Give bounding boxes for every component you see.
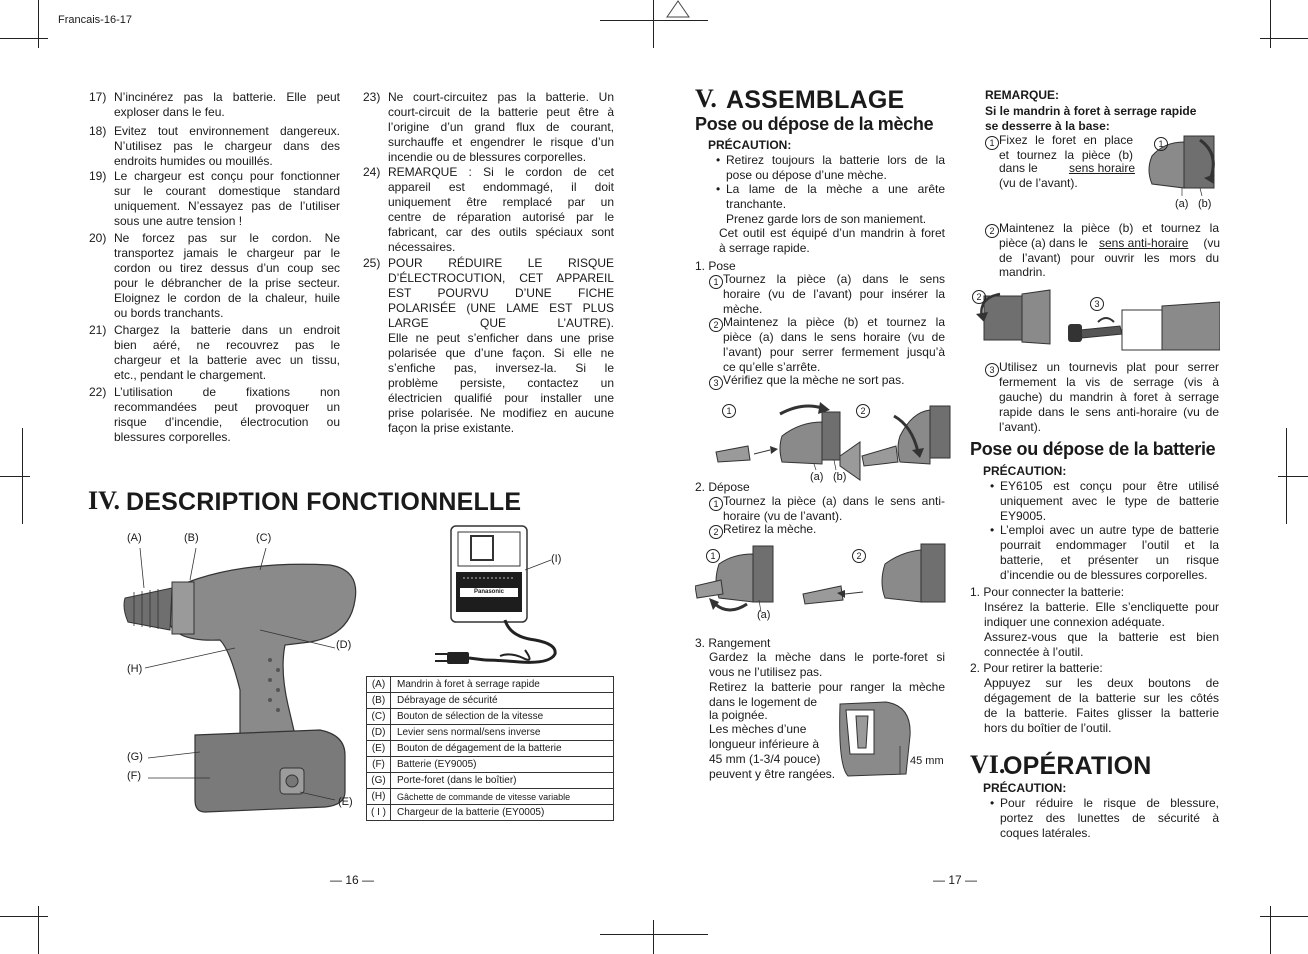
item-line: EST POURVU D’UNE FICHE [388, 286, 614, 300]
remove-line: hors du boîtier de l’outil. [984, 721, 1112, 735]
bullet-line: Prenez garde lors de son maniement. [726, 212, 927, 226]
bullet-line: Retirez toujours la batterie lors de la [726, 153, 945, 167]
section-roman: IV. [88, 486, 121, 515]
step-number: 3 [985, 363, 999, 377]
step-line: dans le [999, 161, 1038, 175]
step-line: Maintenez la pièce (b) et tournez la [723, 315, 945, 329]
step-marker [709, 273, 724, 289]
step-marker [985, 222, 1000, 238]
step-line: ce qu’elle s’arrête. [723, 360, 821, 374]
item-line: REMARQUE : Si le cordon de cet [388, 165, 614, 179]
step-line: Utilisez un tournevis plat pour serrer [999, 360, 1219, 374]
item-line: nécessaires. [388, 240, 456, 254]
item-line: Le chargeur est conçu pour fonctionner [114, 169, 340, 183]
part-code: (E) [367, 741, 391, 757]
label-d: (D) [336, 639, 352, 651]
rangement-line: peuvent y être rangées. [709, 767, 836, 781]
pose-figure [712, 400, 952, 486]
rangement-line: Retirez la batterie pour ranger la mèche [709, 680, 945, 694]
rangement-line: Les mèches d’une [709, 722, 807, 736]
list-item [363, 256, 614, 436]
part-name: Bouton de dégagement de la batterie [391, 741, 614, 757]
item-line: endroits humides ou mouillés. [114, 154, 273, 168]
step-line: horaire (vu de l’avant). [723, 509, 843, 523]
part-code: (G) [367, 773, 391, 789]
part-code: ( I ) [367, 805, 391, 821]
item-line: prise polarisée. Ne modifiez en aucune [388, 406, 614, 420]
bullet-line: Pour réduire le risque de blessure, [1000, 796, 1219, 810]
step-number: 1 [709, 275, 723, 289]
crop-mark [1270, 906, 1271, 954]
item-line: transportez jamais le chargeur par le [114, 246, 340, 260]
step-marker [985, 134, 1000, 150]
step-number: 2 [985, 224, 999, 238]
bullet-dot: • [990, 479, 995, 493]
item-number: 18) [89, 124, 107, 138]
parts-table [366, 676, 614, 821]
connect-title: 1. Pour connecter la batterie: [970, 585, 1125, 599]
item-line: risque d’incendie, électrocution ou [114, 415, 340, 429]
connect-line: Insérez la batterie. Elle s’encliquette pour [984, 600, 1219, 614]
item-line: POLARISÉE (UNE LAME EST PLUS [388, 301, 614, 315]
crop-mark [1270, 0, 1271, 48]
connect-line: connectée à l’outil. [984, 645, 1084, 659]
item-line: centre de réparation autorisé par le [388, 210, 614, 224]
fig-marker-2: 2 [856, 402, 871, 418]
rangement-line: dans le logement de [709, 695, 818, 709]
remove-line: Appuyez sur les deux boutons de [984, 676, 1219, 690]
brand-logo: Panasonic [473, 589, 504, 595]
step-line: (vu [1203, 236, 1220, 250]
bullet-line: pose ou dépose d’une mèche. [726, 168, 887, 182]
fig-marker-1: 1 [722, 402, 737, 418]
item-line: surchauffe et engendrer le risque d’un [388, 135, 614, 149]
section-title: DESCRIPTION FONCTIONNELLE [126, 488, 522, 516]
item-line: appareil est endommagé, il doit [388, 180, 614, 194]
section-title: ASSEMBLAGE [726, 86, 905, 114]
item-line: LARGE QUE L’AUTRE). [388, 316, 614, 330]
item-line: Chargez la batterie dans un endroit [114, 323, 340, 337]
bullet-line: pourrait endommager l’outil et la [1000, 538, 1219, 552]
step-marker [709, 374, 724, 390]
item-line: etc., pendant le chargement. [114, 368, 267, 382]
item-line: l’origine d’un grand flux de courant, [388, 120, 614, 134]
bullet-line: EY6105 est conçu pour être utilisé [1000, 479, 1219, 493]
precaution-label: PRÉCAUTION: [983, 781, 1067, 795]
label-c: (C) [256, 532, 272, 544]
table-row [367, 725, 614, 741]
item-line: N’utilisez pas le chargeur dans des [114, 139, 340, 153]
rangement-title: 3. Rangement [695, 636, 771, 650]
fig-marker-2: 2 [972, 288, 987, 304]
section-roman: VI. [970, 750, 1006, 779]
part-code: (H) [367, 789, 391, 805]
rangement-line: 45 mm (1-3/4 pouce) [709, 752, 821, 766]
fig-label-a: (a) [810, 471, 824, 483]
part-code: (D) [367, 725, 391, 741]
list-item [89, 169, 340, 229]
item-line: cordon ou tirez dessus d’un coup sec [114, 261, 340, 275]
item-line: incendie ou de blessures corporelles. [388, 150, 587, 164]
connect-line: Assurez-vous que la batterie est bien [984, 630, 1219, 644]
list-item [89, 323, 340, 383]
item-line: sur le courant domestique standard [114, 184, 340, 198]
crop-mark [1260, 916, 1308, 917]
bullet-item [990, 796, 1219, 841]
bullet-dot: • [716, 153, 721, 167]
step-line: l’avant) pour serrer fermement jusqu’à [723, 345, 945, 359]
table-row [367, 709, 614, 725]
item-line: POUR RÉDUIRE LE RISQUE [388, 256, 614, 270]
step-marker [709, 523, 724, 539]
bullet-dot: • [716, 182, 721, 196]
bullet-dot: • [990, 796, 995, 810]
bullet-line: batterie, et présenter un risque [1000, 553, 1219, 567]
remove-line: de la batterie. Faites glisser la batterie [984, 706, 1219, 720]
step-line: pièce (a) dans le [999, 236, 1088, 250]
section-roman: V. [695, 84, 717, 113]
item-line: s’enfiche pas, inversez-la. Si le [388, 361, 614, 375]
page-header: Francais-16-17 [58, 14, 132, 26]
remarque-line: se desserre à la base: [985, 119, 1110, 133]
storage-figure [834, 696, 914, 780]
crop-mark [1278, 476, 1308, 477]
item-line: blessures corporelles. [114, 430, 231, 444]
crop-mark [22, 428, 23, 524]
part-name: Gâchette de commande de vitesse variable [391, 789, 614, 805]
item-line: D’ÉLECTROCUTION, CET APPAREIL [388, 271, 614, 285]
item-line: sous une autre tension ! [114, 214, 243, 228]
item-line: Elle ne peut s’enficher dans une prise [388, 331, 614, 345]
part-name: Levier sens normal/sens inverse [391, 725, 614, 741]
step-number: 1 [709, 497, 723, 511]
item-line: exploser dans le feu. [114, 105, 225, 119]
step-line: et tournez la pièce (b) [999, 148, 1133, 162]
bullet-dot: • [990, 523, 995, 537]
table-row [367, 741, 614, 757]
subsection-title: Pose ou dépose de la batterie [970, 439, 1216, 459]
part-code: (C) [367, 709, 391, 725]
crop-mark [600, 934, 708, 935]
item-line: L’utilisation de fixations non [114, 385, 340, 399]
step-number: 3 [709, 376, 723, 390]
item-line: fabricant, car des outils spéciaux sont [388, 225, 614, 239]
step-line: Tournez la pièce (a) dans le sens [723, 272, 945, 286]
bullet-item [716, 182, 945, 227]
label-b: (B) [184, 532, 199, 544]
note-line: à serrage rapide. [719, 241, 810, 255]
crop-mark [38, 0, 39, 48]
list-item [89, 124, 340, 169]
label-i: (I) [551, 553, 562, 565]
rangement-line: vous ne l’utilisez pas. [709, 665, 823, 679]
part-code: (A) [367, 677, 391, 693]
crop-mark [0, 476, 30, 477]
item-number: 24) [363, 165, 381, 179]
item-line: polarisée que d’une façon. Si elle ne [388, 346, 614, 360]
step-line: Retirez la mèche. [723, 522, 817, 536]
bullet-line: coques latérales. [1000, 826, 1091, 840]
part-name: Porte-foret (dans le boîtier) [391, 773, 614, 789]
step-line: Maintenez la pièce (b) et tournez la [999, 221, 1219, 235]
item-line: uniquement. N’essayez pas de l’utiliser [114, 199, 340, 213]
label-e: (E) [338, 796, 353, 808]
crop-mark [600, 20, 708, 21]
table-row [367, 805, 614, 821]
item-line: Ne court-circuitez pas la batterie. Un [388, 90, 614, 104]
table-row [367, 693, 614, 709]
crop-mark [1286, 428, 1287, 524]
drill-illustration [110, 530, 370, 830]
remove-title: 2. Pour retirer la batterie: [970, 661, 1103, 675]
bullet-item [716, 153, 945, 183]
page-number-right: — 17 — [933, 873, 978, 887]
bullet-line: uniquement avec le type de batterie [1000, 494, 1219, 508]
fig-marker-1: 1 [706, 547, 721, 563]
label-h: (H) [127, 663, 143, 675]
item-number: 17) [89, 90, 107, 104]
step-line: mandrin. [999, 265, 1046, 279]
list-item [363, 165, 614, 255]
bullet-line: d’incendie ou de blessures corporelles. [1000, 568, 1208, 582]
fig-label-b: (b) [833, 471, 847, 483]
step-marker [709, 316, 724, 332]
label-a: (A) [127, 532, 142, 544]
step-line: Vérifiez que la mèche ne sort pas. [723, 373, 905, 387]
fig-marker-1: 1 [1154, 135, 1169, 151]
precaution-label: PRÉCAUTION: [983, 464, 1067, 478]
rangement-line: Gardez la mèche dans le porte-foret si [709, 650, 945, 664]
step-line: pièce (a) dans le sens horaire (vu de [723, 330, 945, 344]
item-number: 25) [363, 256, 381, 270]
page-number-left: — 16 — [330, 873, 375, 887]
crop-mark [38, 906, 39, 954]
item-number: 19) [89, 169, 107, 183]
table-row [367, 773, 614, 789]
part-name: Bouton de sélection de la vitesse [391, 709, 614, 725]
item-line: Eloignez le cordon de la chaleur, huile [114, 291, 340, 305]
precaution-label: PRÉCAUTION: [708, 138, 792, 152]
part-name: Batterie (EY9005) [391, 757, 614, 773]
item-line: bien aéré, ne recouvrez pas le [114, 338, 340, 352]
item-line: problème persiste, contactez un [388, 376, 614, 390]
list-item [89, 385, 340, 445]
rangement-line: longueur inférieure à [709, 737, 820, 751]
item-line: Evitez tout environnement dangereux. [114, 124, 340, 138]
table-row [367, 677, 614, 693]
step-marker [709, 495, 724, 511]
note-line: Cet outil est équipé d’un mandrin à foret [719, 226, 945, 240]
table-row [367, 789, 614, 805]
fig-marker-2: 2 [852, 547, 867, 563]
bullet-line: L’emploi avec un autre type de batterie [1000, 523, 1219, 537]
bullet-line: EY9005. [1000, 509, 1047, 523]
item-line: recommandées peut provoquer un [114, 400, 340, 414]
crop-mark [1260, 38, 1308, 39]
part-code: (F) [367, 757, 391, 773]
subsection-title: Pose ou dépose de la mèche [695, 114, 934, 134]
step-line: mèche. [723, 302, 763, 316]
fig-label-b: (b) [1198, 198, 1212, 210]
label-g: (G) [127, 751, 143, 763]
part-name: Débrayage de sécurité [391, 693, 614, 709]
remarque-label: REMARQUE: [985, 88, 1059, 102]
bullet-line: tranchante. [726, 197, 787, 211]
item-line: Ne forcez pas sur le cordon. Ne [114, 231, 340, 245]
part-name: Mandrin à foret à serrage rapide [391, 677, 614, 693]
item-line: N’incinérez pas la batterie. Elle peut [114, 90, 340, 104]
step-line: l’avant). [999, 420, 1042, 434]
step-line: Tournez la pièce (a) dans le sens anti- [723, 494, 945, 508]
item-number: 22) [89, 385, 107, 399]
step-line: Fixez le foret en place [999, 133, 1133, 147]
item-number: 21) [89, 323, 107, 337]
list-item [89, 231, 340, 321]
part-code: (B) [367, 693, 391, 709]
crop-mark [653, 0, 654, 48]
fig-label-a: (a) [1175, 198, 1189, 210]
crop-mark [0, 916, 48, 917]
part-name: Chargeur de la batterie (EY0005) [391, 805, 614, 821]
table-row [367, 757, 614, 773]
crop-mark [0, 38, 48, 39]
fig-label-a: (a) [757, 609, 771, 621]
step-number: 2 [709, 318, 723, 332]
bullet-item [990, 479, 1219, 524]
fig-marker-3: 3 [1090, 295, 1105, 311]
crop-mark [653, 920, 654, 954]
item-line: ou bords tranchants. [114, 306, 224, 320]
step-line: de l’avant) pour ouvrir les mors du [999, 251, 1219, 265]
item-line: façon la prise existante. [388, 421, 515, 435]
item-number: 23) [363, 90, 381, 104]
connect-line: indiquer une connexion adéquate. [984, 615, 1165, 629]
section-title: OPÉRATION [1003, 752, 1152, 780]
step-line: rapide dans le sens anti-horaire (vu de [999, 405, 1219, 419]
rangement-line: la poignée. [709, 708, 768, 722]
item-line: pour le débrancher de la prise secteur. [114, 276, 340, 290]
item-line: uniquement être remplacé par un [388, 195, 614, 209]
item-line: chargeur et la batterie avec un tissu, [114, 353, 340, 367]
step-marker [985, 361, 1000, 377]
step-line: fermement la vis de serrage (vis à [999, 375, 1219, 389]
depose-title: 2. Dépose [695, 480, 750, 494]
label-f: (F) [127, 770, 142, 782]
step-line-underlined: sens horaire [1068, 161, 1135, 175]
item-line: électricien qualifié pour installer une [388, 391, 614, 405]
remarque-line: Si le mandrin à foret à serrage rapide [985, 104, 1197, 118]
step-line-underlined: sens anti-horaire [1099, 236, 1189, 250]
pose-title: 1. Pose [695, 259, 736, 273]
list-item [89, 90, 340, 120]
step-line: horaire (vu de l’avant) pour insérer la [723, 287, 945, 301]
charger-illustration [425, 522, 565, 672]
storage-length-label: 45 mm [910, 755, 944, 767]
step-number: 2 [709, 525, 723, 539]
step-line: (vu de l’avant). [999, 176, 1078, 190]
item-line: court-circuit de la batterie peut être à [388, 105, 614, 119]
depose-figure [695, 542, 951, 622]
step-line: gauche) du mandrin à foret à serrage [999, 390, 1219, 404]
item-number: 20) [89, 231, 107, 245]
bullet-line: La lame de la mèche a une arête [726, 182, 945, 196]
step-number: 1 [985, 136, 999, 150]
bullet-item [990, 523, 1219, 583]
remove-line: dégagement de la batterie sur les côtés [984, 691, 1219, 705]
list-item [363, 90, 614, 165]
registration-triangle-icon [666, 0, 690, 18]
bullet-line: portez des lunettes de sécurité à [1000, 811, 1219, 825]
